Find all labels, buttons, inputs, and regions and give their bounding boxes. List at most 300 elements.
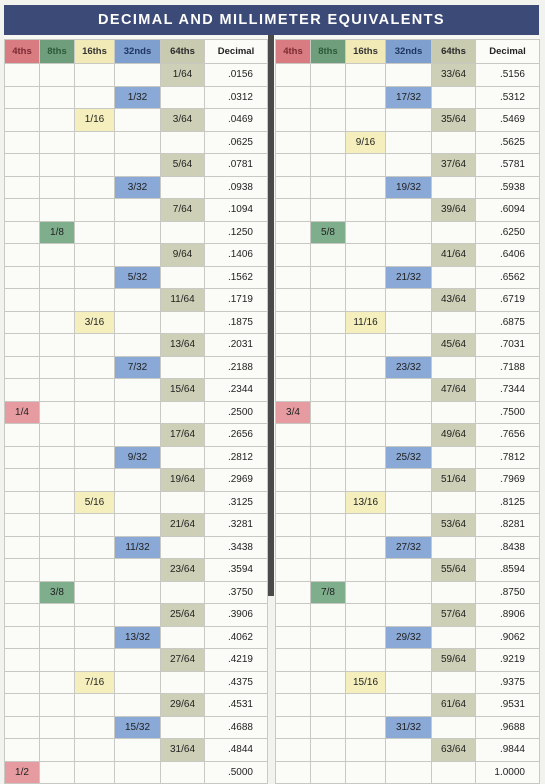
thirty-seconds-cell: 23/32 (386, 356, 432, 379)
table-row (5, 199, 268, 222)
empty-cell (346, 289, 386, 312)
decimal-cell: .0625 (205, 131, 268, 154)
decimal-cell: 1.0000 (476, 761, 540, 784)
empty-cell (311, 289, 346, 312)
empty-cell (115, 424, 161, 447)
decimal-cell: .1250 (205, 221, 268, 244)
empty-cell (40, 626, 75, 649)
empty-cell (40, 401, 75, 424)
decimal-cell: .0781 (205, 154, 268, 177)
empty-cell (311, 131, 346, 154)
empty-cell (75, 86, 115, 109)
decimal-cell: .8281 (476, 514, 540, 537)
empty-cell (311, 671, 346, 694)
empty-cell (276, 131, 311, 154)
empty-cell (311, 311, 346, 334)
empty-cell (432, 491, 476, 514)
empty-cell (5, 626, 40, 649)
empty-cell (311, 559, 346, 582)
sixty-fourths-cell: 3/64 (161, 109, 205, 132)
table-row (5, 694, 268, 717)
empty-cell (5, 154, 40, 177)
empty-cell (115, 514, 161, 537)
empty-cell (276, 199, 311, 222)
empty-cell (115, 401, 161, 424)
empty-cell (311, 626, 346, 649)
table-row (5, 401, 268, 424)
empty-cell (276, 356, 311, 379)
empty-cell (161, 491, 205, 514)
decimal-cell: .6719 (476, 289, 540, 312)
empty-cell (115, 154, 161, 177)
empty-cell (115, 604, 161, 627)
empty-cell (75, 244, 115, 267)
empty-cell (311, 446, 346, 469)
empty-cell (276, 604, 311, 627)
empty-cell (115, 761, 161, 784)
table-row (5, 739, 268, 762)
empty-cell (161, 86, 205, 109)
sixty-fourths-cell: 37/64 (432, 154, 476, 177)
empty-cell (311, 604, 346, 627)
empty-cell (115, 694, 161, 717)
table-row (5, 356, 268, 379)
sixty-fourths-cell: 39/64 (432, 199, 476, 222)
decimal-cell: .4062 (205, 626, 268, 649)
table-row (5, 221, 268, 244)
table-row (276, 761, 540, 784)
decimal-cell: .7031 (476, 334, 540, 357)
empty-cell (276, 311, 311, 334)
empty-cell (115, 289, 161, 312)
table-row (276, 266, 540, 289)
empty-cell (276, 716, 311, 739)
empty-cell (75, 649, 115, 672)
empty-cell (276, 334, 311, 357)
eighths-cell: 5/8 (311, 221, 346, 244)
eighths-cell: 1/8 (40, 221, 75, 244)
empty-cell (161, 446, 205, 469)
empty-cell (75, 289, 115, 312)
empty-cell (161, 221, 205, 244)
decimal-cell: .8438 (476, 536, 540, 559)
empty-cell (432, 671, 476, 694)
empty-cell (5, 266, 40, 289)
empty-cell (40, 311, 75, 334)
table-row (5, 311, 268, 334)
table-row (5, 64, 268, 87)
empty-cell (386, 64, 432, 87)
sixty-fourths-cell: 59/64 (432, 649, 476, 672)
sixteenths-cell: 13/16 (346, 491, 386, 514)
empty-cell (346, 536, 386, 559)
header-8ths: 8ths (40, 40, 75, 64)
empty-cell (276, 176, 311, 199)
thirty-seconds-cell: 1/32 (115, 86, 161, 109)
decimal-cell: .3750 (205, 581, 268, 604)
empty-cell (115, 491, 161, 514)
empty-cell (276, 626, 311, 649)
equivalents-sheet (4, 5, 539, 778)
empty-cell (386, 514, 432, 537)
decimal-cell: .6094 (476, 199, 540, 222)
empty-cell (161, 716, 205, 739)
thirty-seconds-cell: 11/32 (115, 536, 161, 559)
empty-cell (40, 446, 75, 469)
sixty-fourths-cell: 15/64 (161, 379, 205, 402)
sixty-fourths-cell: 45/64 (432, 334, 476, 357)
table-row (276, 379, 540, 402)
empty-cell (386, 671, 432, 694)
empty-cell (346, 626, 386, 649)
decimal-cell: .0312 (205, 86, 268, 109)
empty-cell (75, 424, 115, 447)
decimal-cell: .5312 (476, 86, 540, 109)
empty-cell (5, 581, 40, 604)
empty-cell (386, 221, 432, 244)
decimal-cell: .9375 (476, 671, 540, 694)
empty-cell (115, 649, 161, 672)
empty-cell (75, 221, 115, 244)
sixty-fourths-cell: 29/64 (161, 694, 205, 717)
thirty-seconds-cell: 13/32 (115, 626, 161, 649)
empty-cell (5, 221, 40, 244)
empty-cell (5, 694, 40, 717)
header-decimal: Decimal (205, 40, 268, 64)
empty-cell (5, 199, 40, 222)
empty-cell (386, 109, 432, 132)
sixteenths-cell: 7/16 (75, 671, 115, 694)
sixty-fourths-cell: 33/64 (432, 64, 476, 87)
empty-cell (115, 559, 161, 582)
empty-cell (311, 739, 346, 762)
empty-cell (432, 761, 476, 784)
empty-cell (386, 694, 432, 717)
decimal-cell: .5781 (476, 154, 540, 177)
empty-cell (115, 131, 161, 154)
header-row (5, 40, 268, 64)
empty-cell (386, 401, 432, 424)
decimal-cell: .2500 (205, 401, 268, 424)
decimal-cell: .7812 (476, 446, 540, 469)
empty-cell (276, 109, 311, 132)
empty-cell (276, 694, 311, 717)
sixty-fourths-cell: 55/64 (432, 559, 476, 582)
decimal-cell: .9688 (476, 716, 540, 739)
empty-cell (40, 244, 75, 267)
sixty-fourths-cell: 51/64 (432, 469, 476, 492)
empty-cell (276, 491, 311, 514)
table-row (276, 199, 540, 222)
sixteenths-cell: 11/16 (346, 311, 386, 334)
sixty-fourths-cell: 61/64 (432, 694, 476, 717)
empty-cell (311, 379, 346, 402)
thirty-seconds-cell: 17/32 (386, 86, 432, 109)
empty-cell (311, 176, 346, 199)
empty-cell (40, 356, 75, 379)
empty-cell (311, 761, 346, 784)
thirty-seconds-cell: 21/32 (386, 266, 432, 289)
header-32nds: 32nds (386, 40, 432, 64)
header-16ths: 16ths (346, 40, 386, 64)
empty-cell (432, 626, 476, 649)
empty-cell (40, 469, 75, 492)
empty-cell (276, 379, 311, 402)
empty-cell (346, 581, 386, 604)
sixty-fourths-cell: 11/64 (161, 289, 205, 312)
empty-cell (75, 379, 115, 402)
decimal-cell: .3594 (205, 559, 268, 582)
header-16ths: 16ths (75, 40, 115, 64)
empty-cell (386, 154, 432, 177)
empty-cell (115, 334, 161, 357)
empty-cell (311, 469, 346, 492)
decimal-cell: .1562 (205, 266, 268, 289)
empty-cell (386, 761, 432, 784)
decimal-cell: .4375 (205, 671, 268, 694)
empty-cell (75, 536, 115, 559)
empty-cell (75, 131, 115, 154)
table-row (276, 716, 540, 739)
empty-cell (5, 559, 40, 582)
decimal-cell: .3125 (205, 491, 268, 514)
decimal-cell: .6406 (476, 244, 540, 267)
empty-cell (311, 199, 346, 222)
empty-cell (386, 289, 432, 312)
table-row (276, 559, 540, 582)
page-title: DECIMAL AND MILLIMETER EQUIVALENTS (98, 12, 445, 28)
empty-cell (276, 221, 311, 244)
decimal-cell: .7500 (476, 401, 540, 424)
decimal-cell: .5625 (476, 131, 540, 154)
decimal-cell: .8750 (476, 581, 540, 604)
empty-cell (386, 131, 432, 154)
right-half-table (275, 39, 540, 784)
empty-cell (40, 86, 75, 109)
empty-cell (5, 716, 40, 739)
table-row (5, 581, 268, 604)
sixty-fourths-cell: 53/64 (432, 514, 476, 537)
empty-cell (276, 514, 311, 537)
empty-cell (311, 64, 346, 87)
empty-cell (75, 176, 115, 199)
decimal-cell: .8906 (476, 604, 540, 627)
sixty-fourths-cell: 27/64 (161, 649, 205, 672)
empty-cell (346, 514, 386, 537)
table-row (276, 514, 540, 537)
empty-cell (276, 266, 311, 289)
empty-cell (276, 446, 311, 469)
sixty-fourths-cell: 43/64 (432, 289, 476, 312)
empty-cell (311, 154, 346, 177)
empty-cell (5, 86, 40, 109)
empty-cell (346, 446, 386, 469)
table-row (5, 649, 268, 672)
thirty-seconds-cell: 29/32 (386, 626, 432, 649)
empty-cell (311, 401, 346, 424)
empty-cell (5, 356, 40, 379)
empty-cell (40, 716, 75, 739)
empty-cell (346, 649, 386, 672)
thirty-seconds-cell: 5/32 (115, 266, 161, 289)
empty-cell (346, 154, 386, 177)
table-row (276, 221, 540, 244)
empty-cell (5, 491, 40, 514)
table-row (276, 401, 540, 424)
empty-cell (40, 379, 75, 402)
empty-cell (5, 379, 40, 402)
decimal-cell: .1094 (205, 199, 268, 222)
sixty-fourths-cell: 21/64 (161, 514, 205, 537)
header-4ths: 4ths (5, 40, 40, 64)
empty-cell (276, 761, 311, 784)
empty-cell (161, 626, 205, 649)
empty-cell (432, 86, 476, 109)
decimal-cell: .9062 (476, 626, 540, 649)
empty-cell (75, 199, 115, 222)
table-row (276, 244, 540, 267)
empty-cell (432, 446, 476, 469)
table-row (276, 536, 540, 559)
decimal-cell: .6250 (476, 221, 540, 244)
table-row (5, 761, 268, 784)
empty-cell (346, 109, 386, 132)
empty-cell (75, 469, 115, 492)
decimal-cell: .2656 (205, 424, 268, 447)
table-row (276, 424, 540, 447)
sixteenths-cell: 5/16 (75, 491, 115, 514)
empty-cell (5, 649, 40, 672)
decimal-cell: .5000 (205, 761, 268, 784)
decimal-cell: .4531 (205, 694, 268, 717)
sixty-fourths-cell: 41/64 (432, 244, 476, 267)
decimal-cell: .3281 (205, 514, 268, 537)
empty-cell (346, 334, 386, 357)
empty-cell (5, 109, 40, 132)
empty-cell (161, 266, 205, 289)
empty-cell (386, 491, 432, 514)
empty-cell (115, 671, 161, 694)
empty-cell (311, 266, 346, 289)
table-row (276, 311, 540, 334)
sixty-fourths-cell: 63/64 (432, 739, 476, 762)
empty-cell (40, 266, 75, 289)
table-row (276, 109, 540, 132)
empty-cell (40, 491, 75, 514)
sixty-fourths-cell: 5/64 (161, 154, 205, 177)
empty-cell (276, 559, 311, 582)
empty-cell (346, 64, 386, 87)
empty-cell (311, 424, 346, 447)
empty-cell (346, 761, 386, 784)
table-row (276, 86, 540, 109)
sixty-fourths-cell: 9/64 (161, 244, 205, 267)
empty-cell (40, 761, 75, 784)
empty-cell (161, 671, 205, 694)
table-row (5, 604, 268, 627)
empty-cell (40, 289, 75, 312)
sixteenths-cell: 9/16 (346, 131, 386, 154)
empty-cell (40, 176, 75, 199)
decimal-cell: .8125 (476, 491, 540, 514)
sixty-fourths-cell: 47/64 (432, 379, 476, 402)
empty-cell (386, 649, 432, 672)
table-row (5, 424, 268, 447)
empty-cell (75, 154, 115, 177)
decimal-cell: .7969 (476, 469, 540, 492)
decimal-cell: .4688 (205, 716, 268, 739)
table-row (5, 266, 268, 289)
decimal-cell: .3906 (205, 604, 268, 627)
decimal-cell: .5938 (476, 176, 540, 199)
empty-cell (311, 334, 346, 357)
empty-cell (75, 334, 115, 357)
decimal-cell: .7188 (476, 356, 540, 379)
thirty-seconds-cell: 3/32 (115, 176, 161, 199)
empty-cell (115, 64, 161, 87)
empty-cell (432, 311, 476, 334)
empty-cell (432, 716, 476, 739)
header-32nds: 32nds (115, 40, 161, 64)
empty-cell (276, 649, 311, 672)
empty-cell (75, 559, 115, 582)
sixty-fourths-cell: 7/64 (161, 199, 205, 222)
thirty-seconds-cell: 9/32 (115, 446, 161, 469)
fourths-cell: 1/2 (5, 761, 40, 784)
empty-cell (311, 109, 346, 132)
header-64ths: 64ths (432, 40, 476, 64)
empty-cell (276, 739, 311, 762)
table-row (5, 334, 268, 357)
decimal-cell: .4219 (205, 649, 268, 672)
table-row (276, 671, 540, 694)
empty-cell (40, 131, 75, 154)
empty-cell (5, 671, 40, 694)
thirty-seconds-cell: 7/32 (115, 356, 161, 379)
empty-cell (346, 266, 386, 289)
empty-cell (115, 469, 161, 492)
empty-cell (386, 581, 432, 604)
empty-cell (75, 514, 115, 537)
table-row (276, 469, 540, 492)
empty-cell (311, 716, 346, 739)
empty-cell (161, 581, 205, 604)
table-row (5, 154, 268, 177)
decimal-cell: .9531 (476, 694, 540, 717)
sixty-fourths-cell: 17/64 (161, 424, 205, 447)
table-row (276, 626, 540, 649)
empty-cell (346, 379, 386, 402)
thirty-seconds-cell: 15/32 (115, 716, 161, 739)
empty-cell (276, 581, 311, 604)
empty-cell (5, 289, 40, 312)
empty-cell (432, 581, 476, 604)
header-64ths: 64ths (161, 40, 205, 64)
sixty-fourths-cell: 25/64 (161, 604, 205, 627)
table-row (276, 356, 540, 379)
empty-cell (386, 469, 432, 492)
empty-cell (276, 154, 311, 177)
thirty-seconds-cell: 25/32 (386, 446, 432, 469)
empty-cell (75, 716, 115, 739)
empty-cell (40, 424, 75, 447)
empty-cell (161, 536, 205, 559)
empty-cell (75, 761, 115, 784)
title-bar (4, 5, 539, 35)
table-row (276, 491, 540, 514)
empty-cell (311, 356, 346, 379)
empty-cell (346, 244, 386, 267)
